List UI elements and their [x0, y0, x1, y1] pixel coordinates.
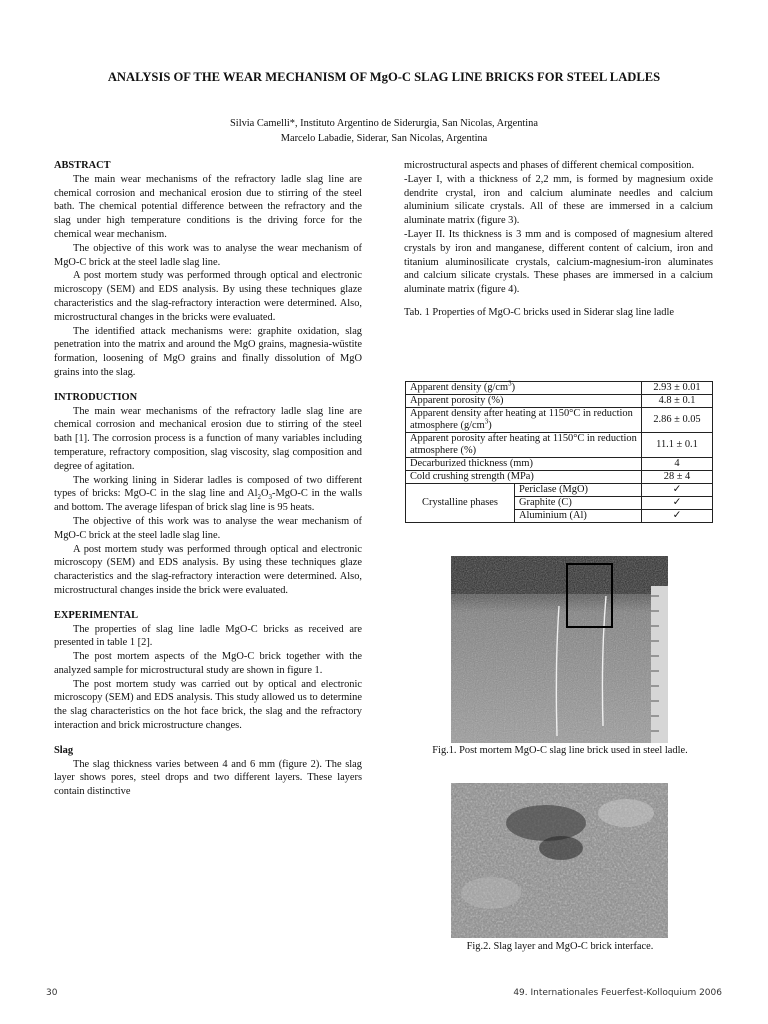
phase-name: Periclase (MgO): [515, 484, 642, 497]
layer-2-description: -Layer II. Its thickness is 3 mm and is composed of magnesium altered crystals by iron and manganese, different content of calcium, iron and titanium aluminosilicate crystals, calcium-magnesium-iron aluminates and calcium silicate crystals. These phases are immersed in a calcium aluminate matrix (figure 4).: [404, 228, 713, 296]
property-value: 11.1 ± 0.1: [642, 433, 713, 458]
abstract-paragraph: A post mortem study was performed through optical and electronic microscopy (SEM) and EDS analysis. By using these techniques glaze characteristics and the slag-refractory interaction were determined. Also, microstructural changes in the bricks were evaluated.: [54, 270, 362, 323]
experimental-heading: EXPERIMENTAL: [54, 609, 139, 621]
abstract-paragraph: The main wear mechanisms of the refractory ladle slag line are chemical corrosion and mechanical erosion due to stirring of the steel bath. The chemical potential difference between the refractory and the slag under high temperature conditions is the driving force for the chemical wear mechanism.: [54, 173, 362, 240]
property-value: 4: [642, 458, 713, 471]
property-label: Apparent density $(g/cm^3)$: [406, 382, 642, 395]
introduction-paragraph: The working lining in Siderar ladles is composed of two different types of bricks: MgO-C in the slag line and $Al_2O_3-MgO-C$ in the walls and bottom. The average lifespan of brick slag line is 95 heats.: [54, 474, 362, 514]
table-row: [406, 433, 713, 458]
slag-heading: Slag: [54, 744, 74, 756]
introduction-paragraph: The main wear mechanisms of the refractory ladle slag line are chemical corrosion and mechanical erosion due to stirring of the steel bath [1]. The corrosion process is a function of many variables including temperature, refractory composition, slag viscosity, slag composition and degree of agitation.: [54, 405, 362, 472]
introduction-paragraph: A post mortem study was performed through optical and electronic microscopy (SEM) and EDS analysis. By using these techniques glaze characteristics and the slag-refractory interaction were determined. Also, microstructural changes inside the brick were evaluated.: [54, 543, 362, 596]
phase-name: Graphite (C): [515, 497, 642, 510]
table-row: [406, 408, 713, 433]
property-value: 28 ± 4: [642, 471, 713, 484]
conference-footer: 49. Internationales Feuerfest-Kolloquium 2006: [513, 988, 722, 998]
right-column: [404, 159, 713, 320]
figure-1-caption: Fig.1. Post mortem MgO-C slag line brick used in steel ladle.: [432, 745, 688, 756]
introduction-paragraph: The objective of this work was to analyse the wear mechanism of MgO-C brick at the steel ladle slag line.: [54, 515, 362, 541]
figure-2-slag-micrograph: [451, 783, 668, 938]
table-caption: Tab. 1 Properties of MgO-C bricks used in Siderar slag line ladle: [404, 306, 674, 318]
property-label: Apparent porosity (%): [406, 395, 642, 408]
check-icon: ✓: [642, 497, 713, 510]
introduction-heading: INTRODUCTION: [54, 391, 138, 403]
experimental-paragraph: The post mortem study was carried out by optical and electronic microscopy (SEM) and EDS analysis. This study allowed us to determine the slag characteristics on the hot face brick, the slag and the refractory interaction and brick microstructure changes.: [54, 678, 362, 732]
brick-photo-image: [451, 556, 668, 743]
left-column: [54, 159, 362, 799]
properties-table: [405, 381, 713, 523]
property-value: 2.93 ± 0.01: [642, 382, 713, 395]
experimental-paragraph: The post mortem aspects of the MgO-C brick together with the analyzed sample for microstructural study are shown in figure 1.: [54, 651, 362, 676]
table-row: [406, 458, 713, 471]
abstract-heading: ABSTRACT: [54, 160, 111, 171]
figure-1-brick-photo: [451, 556, 668, 743]
figure-2-caption: Fig.2. Slag layer and MgO-C brick interface.: [466, 941, 654, 952]
slag-paragraph: The slag thickness varies between 4 and 6 mm (figure 2). The slag layer shows pores, steel drops and two different layers. These layers contain distinctive: [54, 758, 362, 798]
author-1: Silvia Camelli*, Instituto Argentino de Siderurgia, San Nicolas, Argentina: [230, 118, 538, 129]
table-row: [406, 395, 713, 408]
check-icon: ✓: [642, 510, 713, 523]
page-number: 30: [46, 988, 58, 998]
table-row: [406, 471, 713, 484]
slag-micrograph-image: [451, 783, 668, 938]
table-row: [406, 484, 713, 497]
abstract-paragraph: The objective of this work was to analyse the wear mechanism of MgO-C brick at the steel ladle slag line.: [54, 242, 362, 268]
property-label: Decarburized thickness (mm): [406, 458, 642, 471]
paper-title: ANALYSIS OF THE WEAR MECHANISM OF MgO-C SLAG LINE BRICKS FOR STEEL LADLES: [107, 70, 661, 84]
property-value: 4.8 ± 0.1: [642, 395, 713, 408]
table-row: [406, 382, 713, 395]
phases-label: Crystalline phases: [406, 484, 515, 523]
phase-name: Aluminium (Al): [515, 510, 642, 523]
property-label: Cold crushing strength (MPa): [406, 471, 642, 484]
continued-paragraph: microstructural aspects and phases of different chemical composition.: [404, 160, 695, 171]
property-value: 2.86 ± 0.05: [642, 408, 713, 433]
author-list: [60, 117, 708, 146]
check-icon: ✓: [642, 484, 713, 497]
layer-1-description: -Layer I, with a thickness of 2,2 mm, is formed by magnesium oxide dendrite crystal, iron and calcium aluminate needles and calcium aluminium silicate crystals. All of these are immersed in a calcium aluminate matrix (figure 3).: [404, 173, 713, 227]
abstract-paragraph: The identified attack mechanisms were: graphite oxidation, slag penetration into the matrix and around the MgO grains, magnesia-wüstite formation, loosening of MgO grains and finally dissolution of MgO grains into the slag.: [54, 325, 362, 378]
experimental-paragraph: The properties of slag line ladle MgO-C bricks as received are presented in table 1 [2].: [54, 623, 362, 649]
property-label: Apparent porosity after heating at 1150°C in reduction atmosphere (%): [406, 433, 642, 458]
author-2: Marcelo Labadie, Siderar, San Nicolas, Argentina: [280, 132, 488, 144]
property-label: Apparent density after heating at 1150°C in reduction atmosphere $(g/cm^3)$: [406, 408, 642, 433]
